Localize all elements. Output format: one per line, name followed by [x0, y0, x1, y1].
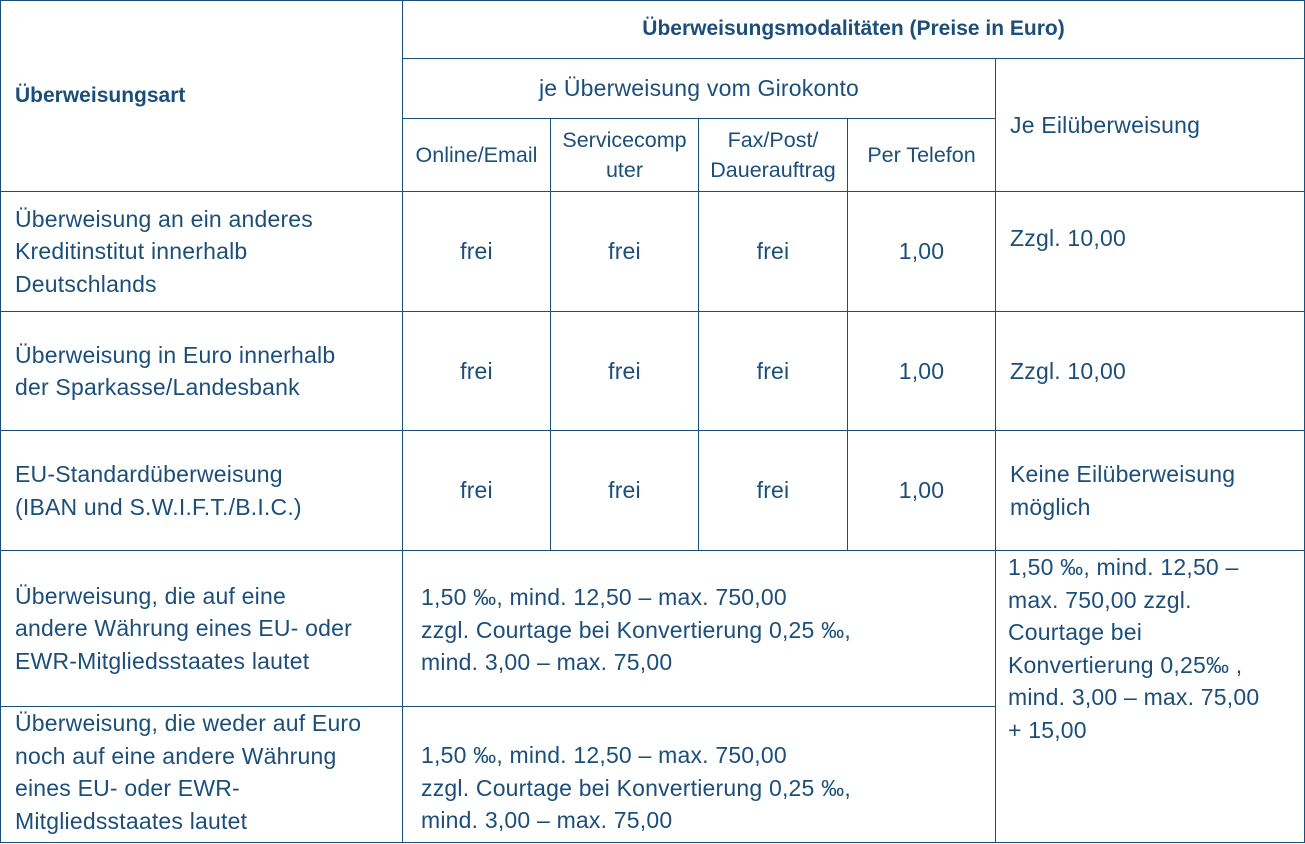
price-combined: [403, 551, 996, 707]
price-eil-line: Zzgl. 10,00: [1010, 357, 1126, 384]
header-eil: [996, 59, 1305, 192]
price-eil: [996, 192, 1305, 312]
header-channel-service-line: uter: [605, 158, 644, 182]
price-eil: [996, 312, 1305, 431]
price-phone: 1,00: [848, 312, 996, 431]
price-eil-line: 1,50 ‰, mind. 12,50 –: [1008, 554, 1239, 580]
row-type: [1, 551, 403, 707]
price-fax: frei: [699, 192, 848, 312]
header-girokonto: [403, 59, 996, 119]
price-fax: frei: [699, 312, 848, 431]
row-type-line: Kreditinstitut innerhalb: [15, 238, 248, 265]
price-eil-line: Konvertierung 0,25‰ ,: [1008, 651, 1243, 678]
price-phone: 1,00: [848, 192, 996, 312]
price-online: frei: [403, 312, 551, 431]
header-type-label: Überweisungsart: [15, 83, 186, 107]
table-row: [1, 551, 1305, 707]
price-eil: [996, 431, 1305, 551]
header-channel-phone: [848, 119, 996, 192]
header-channel-fax-line: Dauerauftrag: [710, 158, 836, 182]
price-line: mind. 3,00 – max. 75,00: [421, 649, 673, 675]
price-eil-line: max. 750,00 zzgl.: [1008, 586, 1192, 613]
price-service: frei: [551, 431, 699, 551]
row-type-line: (IBAN und S.W.I.F.T./B.I.C.): [15, 493, 302, 520]
price-eil-foreign: [996, 551, 1305, 843]
row-type-line: EWR-Mitgliedsstaates lautet: [15, 647, 310, 674]
price-online: frei: [403, 192, 551, 312]
price-line: zzgl. Courtage bei Konvertierung 0,25 ‰,: [421, 616, 851, 643]
row-type-line: noch auf eine andere Währung: [15, 742, 337, 769]
row-type-line: Überweisung, die weder auf Euro: [15, 710, 362, 736]
price-online: frei: [403, 431, 551, 551]
price-phone: 1,00: [848, 431, 996, 551]
header-main-title: Überweisungsmodalitäten (Preise in Euro): [642, 17, 1065, 41]
row-type-line: Überweisung in Euro innerhalb: [15, 341, 336, 368]
row-type-line: EU-Standardüberweisung: [15, 461, 283, 487]
row-type-line: der Sparkasse/Landesbank: [15, 374, 300, 400]
row-type-line: Deutschlands: [15, 270, 157, 297]
header-channel-online-line: Online/Email: [415, 143, 538, 167]
price-eil-line: Keine Eilüberweisung: [1010, 461, 1236, 487]
price-line: mind. 3,00 – max. 75,00: [421, 807, 673, 833]
header-channel-fax-line: Fax/Post/: [727, 128, 819, 152]
price-line: 1,50 ‰, mind. 12,50 – max. 750,00: [421, 742, 787, 768]
header-main: [403, 1, 1305, 59]
price-fax: frei: [699, 431, 848, 551]
price-eil-line: mind. 3,00 – max. 75,00: [1008, 684, 1260, 710]
row-type-line: Überweisung, die auf eine: [15, 582, 286, 609]
price-eil-line: + 15,00: [1008, 716, 1087, 743]
price-line: zzgl. Courtage bei Konvertierung 0,25 ‰,: [421, 774, 851, 801]
table-row: [1, 431, 1305, 551]
header-eil-label: Je Eilüberweisung: [1010, 111, 1201, 138]
price-service: frei: [551, 312, 699, 431]
header-type: [1, 1, 403, 192]
row-type-line: Mitgliedsstaates lautet: [15, 807, 248, 834]
row-type-line: eines EU- oder EWR-: [15, 775, 240, 801]
header-channel-service: [551, 119, 699, 192]
price-line: 1,50 ‰, mind. 12,50 – max. 750,00: [421, 584, 787, 610]
row-type: [1, 707, 403, 843]
header-channel-online: [403, 119, 551, 192]
header-girokonto-label: je Überweisung vom Girokonto: [538, 75, 860, 102]
row-type: [1, 431, 403, 551]
table-row: [1, 192, 1305, 312]
price-eil-line: Zzgl. 10,00: [1010, 225, 1126, 251]
header-channel-service-line: Servicecomp: [562, 128, 687, 152]
price-eil-line: möglich: [1010, 493, 1091, 520]
header-channel-phone-line: Per Telefon: [867, 143, 976, 167]
price-eil-line: Courtage bei: [1008, 619, 1143, 645]
price-combined: [403, 707, 996, 843]
row-type: [1, 192, 403, 312]
row-type-line: Überweisung an ein anderes: [15, 205, 314, 232]
table-row: [1, 312, 1305, 431]
header-channel-fax: [699, 119, 848, 192]
price-service: frei: [551, 192, 699, 312]
row-type: [1, 312, 403, 431]
row-type-line: andere Währung eines EU- oder: [15, 615, 352, 642]
